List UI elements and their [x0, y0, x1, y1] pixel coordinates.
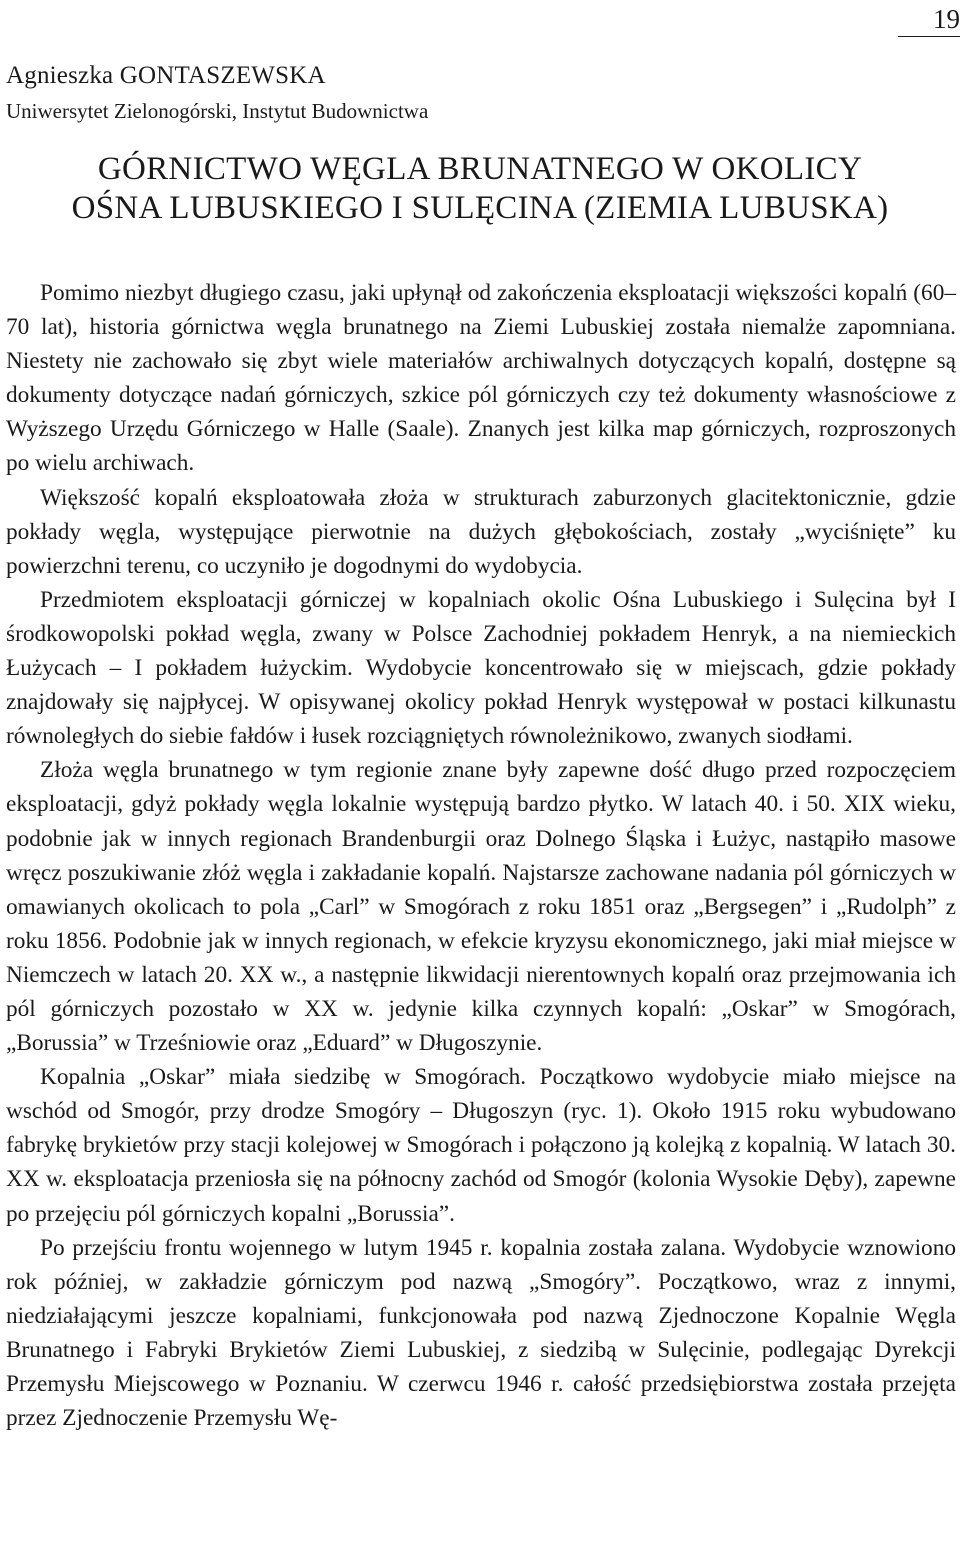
author-affiliation: Uniwersytet Zielonogórski, Instytut Budownictwa	[6, 99, 429, 123]
body-paragraph: Po przejściu frontu wojennego w lutym 1945 r. kopalnia została zalana. Wydobycie wznowiono rok później, w zakładzie górniczym pod nazwą „Smogóry”. Początkowo, wraz z innymi, niedziałającymi jeszcze kopalniami, funkcjonowała pod nazwą Zjednoczone Kopalnie Węgla Brunatnego i Fabryki Brykietów Ziemi Lubuskiej, z siedzibą w Sulęcinie, podlegając Dyrekcji Przemysłu Miejscowego w Poznaniu. W czerwcu 1946 r. całość przedsiębiorstwa została przejęta przez Zjednoczenie Przemysłu Wę-	[6, 1234, 956, 1432]
page-number: 19	[898, 2, 960, 37]
article-title-line-1: GÓRNICTWO WĘGLA BRUNATNEGO W OKOLICY	[97, 151, 863, 187]
body-paragraph: Pomimo niezbyt długiego czasu, jaki upłynął od zakończenia eksploatacji większości kopalń (60–70 lat), historia górnictwa węgla brunatnego na Ziemi Lubuskiej została niemalże zapomniana. Niestety nie zachowało się zbyt wiele materiałów archiwalnych dotyczących kopalń, dostępne są dokumenty dotyczące nadań górniczych, szkice pól górniczych czy też dokumenty własnościowe z Wyższego Urzędu Górniczego w Halle (Saale). Znanych jest kilka map górniczych, rozproszonych po wielu archiwach.	[6, 280, 956, 477]
author-name: Agnieszka GONTASZEWSKA	[6, 62, 326, 89]
article-title	[0, 150, 960, 228]
body-paragraph: Złoża węgla brunatnego w tym regionie znane były zapewne dość długo przed rozpoczęciem eksploatacji, gdyż pokłady węgla lokalnie występują bardzo płytko. W latach 40. i 50. XIX wieku, podobnie jak w innych regionach Brandenburgii oraz Dolnego Śląska i Łużyc, nastąpiło masowe wręcz poszukiwanie złóż węgla i zakładanie kopalń. Najstarsze zachowane nadania pól górniczych w omawianych okolicach to pola „Carl” w Smogórach z roku 1851 oraz „Bergsegen” i „Rudolph” z roku 1856. Podobnie jak w innych regionach, w efekcie kryzysu ekonomicznego, jaki miał miejsce w Niemczech w latach 20. XX w., a następnie likwidacji nierentownych kopalń oraz przejmowania ich pól górniczych pozostało w XX w. jedynie kilka czynnych kopalń: „Oskar” w Smogórach, „Borussia” w Trześniowie oraz „Eduard” w Długoszynie.	[6, 757, 956, 1057]
body-paragraph: Kopalnia „Oskar” miała siedzibę w Smogórach. Początkowo wydobycie miało miejsce na wschód od Smogór, przy drodze Smogóry – Długoszyn (ryc. 1). Około 1915 roku wybudowano fabrykę brykietów przy stacji kolejowej w Smogórach i połączono ją kolejką z kopalnią. W latach 30. XX w. eksploatacja przeniosła się na północny zachód od Smogór (kolonia Wysokie Dęby), zapewne po przejęciu pól górniczych kopalni „Borussia”.	[6, 1064, 956, 1227]
body-paragraph: Przedmiotem eksploatacji górniczej w kopalniach okolic Ośna Lubuskiego i Sulęcina był I środkowopolski pokład węgla, zwany w Polsce Zachodniej pokładem Henryk, a na niemieckich Łużycach – I pokładem łużyckim. Wydobycie koncentrowało się w miejscach, gdzie pokłady znajdowały się najpłycej. W opisywanej okolicy pokład Henryk występował w postaci kilkunastu równoległych do siebie fałdów i łusek rozciągniętych równoleżnikowo, zwanych siodłami.	[6, 586, 956, 750]
article-body	[6, 276, 956, 1435]
body-paragraph: Większość kopalń eksploatowała złoża w strukturach zaburzonych glacitektonicznie, gdzie pokłady węgla, występujące pierwotnie na dużych głębokościach, zostały „wyciśnięte” ku powierzchni terenu, co uczyniło je dogodnymi do wydobycia.	[6, 484, 956, 579]
article-title-line-2: OŚNA LUBUSKIEGO I SULĘCINA (ZIEMIA LUBUSKA)	[71, 190, 889, 226]
